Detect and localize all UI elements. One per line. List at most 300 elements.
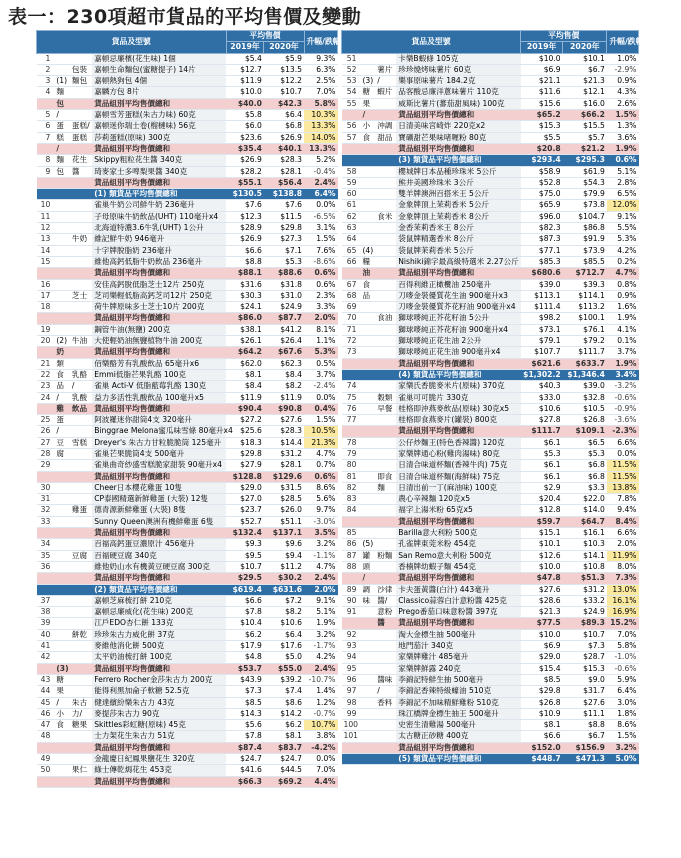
change: 7.0% xyxy=(607,629,639,640)
row-number: 27 xyxy=(37,437,55,448)
change: 13.8% xyxy=(607,482,639,493)
group xyxy=(375,561,396,572)
row-number: 96 xyxy=(342,674,361,685)
price-2019: $96.0 xyxy=(521,211,563,222)
table-row xyxy=(37,652,338,663)
item-name: 阿波羅迷你甜筒4支 320毫升 xyxy=(92,415,226,426)
change: 1.0% xyxy=(607,53,639,64)
price-2020: $8.2 xyxy=(264,607,304,618)
price-2019: $5.4 xyxy=(226,53,264,64)
group xyxy=(375,494,396,505)
group xyxy=(375,302,396,313)
price-2019: $10.4 xyxy=(226,618,264,629)
row-number: 67 xyxy=(342,279,361,290)
item-name: Classico蒜蓉白汁意粉醬 425克 xyxy=(396,595,520,606)
category xyxy=(360,166,375,177)
row-number: 22 xyxy=(37,369,55,380)
item-name: 嘉麟方包 8片 xyxy=(92,87,226,98)
row-number: 81 xyxy=(342,471,361,482)
change: 3.2% xyxy=(607,742,639,753)
table-row xyxy=(342,641,639,652)
group xyxy=(375,155,396,166)
table-row xyxy=(37,482,338,493)
price-2020: $16.0 xyxy=(563,98,607,109)
price-2019: $23.6 xyxy=(226,132,264,143)
change: 13.0% xyxy=(607,584,639,595)
price-2019: $26.9 xyxy=(226,155,264,166)
group: 醬味 xyxy=(375,674,396,685)
price-2019: $1,302.2 xyxy=(521,369,563,380)
table-row xyxy=(342,539,639,550)
row-number: 35 xyxy=(37,550,55,561)
change: 0.8% xyxy=(607,279,639,290)
item-name: (2) 類貨品平均售價總和 xyxy=(92,584,226,595)
row-number: 85 xyxy=(342,528,361,539)
change: 1.5% xyxy=(607,731,639,742)
group: 薯片 xyxy=(375,64,396,75)
row-number xyxy=(342,268,361,279)
change: 1.9% xyxy=(607,143,639,154)
price-2019: $24.1 xyxy=(226,302,264,313)
change: 5.3% xyxy=(304,347,337,358)
item-name: 貨品組別平均售價總和 xyxy=(396,143,520,154)
price-2020: $79.2 xyxy=(563,336,607,347)
change: 0.0% xyxy=(304,200,337,211)
category xyxy=(360,143,375,154)
category: (3) xyxy=(56,663,69,673)
change: 1.9% xyxy=(607,358,639,369)
change: 3.2% xyxy=(304,629,337,640)
price-2019: $7.8 xyxy=(226,607,264,618)
price-2020: $633.7 xyxy=(563,358,607,369)
group xyxy=(375,336,396,347)
group: 糖果 xyxy=(70,720,92,731)
price-2019: $113.1 xyxy=(521,290,563,301)
change: 8.6% xyxy=(607,720,639,731)
price-2020: $79.9 xyxy=(563,189,607,200)
category xyxy=(54,471,70,482)
table-row xyxy=(37,381,338,392)
group-subtotal-row xyxy=(37,143,338,154)
row-number: 30 xyxy=(37,482,55,493)
table-row xyxy=(37,561,338,572)
table-row xyxy=(37,87,338,98)
category xyxy=(54,268,70,279)
price-2019: $11.9 xyxy=(226,76,264,87)
group: 乳酪 xyxy=(70,369,92,380)
table-row xyxy=(342,448,639,459)
group xyxy=(375,369,396,380)
item-name: 孔雀牌東莞米粉 454克 xyxy=(396,539,520,550)
table-row xyxy=(37,460,338,471)
group-subtotal-row xyxy=(342,573,639,584)
table-row xyxy=(37,550,338,561)
row-number: 41 xyxy=(37,641,55,652)
change: 1.5% xyxy=(607,110,639,121)
category xyxy=(54,584,70,595)
price-2019: $6.6 xyxy=(521,731,563,742)
item-name: 家樂牌鮮露 240克 xyxy=(396,663,520,674)
price-2020: $28.1 xyxy=(264,460,304,471)
group-subtotal-row xyxy=(342,268,639,279)
category xyxy=(54,313,70,324)
category xyxy=(360,516,375,527)
item-name: 獅球嘜純正花生油 900毫升x4 xyxy=(396,347,520,358)
group-subtotal-row xyxy=(37,177,338,188)
row-number: 47 xyxy=(37,720,55,731)
row-number xyxy=(37,268,55,279)
row-number: 2 xyxy=(37,64,55,75)
item-name: 維記鮮牛奶 946毫升 xyxy=(92,234,226,245)
category: / xyxy=(54,143,70,154)
price-2019: $52.7 xyxy=(226,516,264,527)
price-2020: $9.0 xyxy=(563,674,607,685)
group xyxy=(70,471,92,482)
price-2019: $6.6 xyxy=(226,595,264,606)
group xyxy=(375,200,396,211)
price-2019: $77.1 xyxy=(521,245,563,256)
price-2019: $12.8 xyxy=(521,505,563,516)
price-2019: $77.5 xyxy=(521,618,563,629)
row-number: 57 xyxy=(342,132,361,143)
table-row xyxy=(342,663,639,674)
row-number: 78 xyxy=(342,437,361,448)
row-number: 97 xyxy=(342,686,361,697)
price-2020: $6.8 xyxy=(264,121,304,132)
row-number xyxy=(342,110,361,121)
group xyxy=(70,256,92,267)
category: 食 xyxy=(360,279,375,290)
group-subtotal-row xyxy=(342,426,639,437)
row-number: 46 xyxy=(37,708,55,719)
price-2019: $28.6 xyxy=(521,595,563,606)
price-2019: $7.6 xyxy=(226,200,264,211)
price-2019: $28.9 xyxy=(226,223,264,234)
group xyxy=(375,460,396,471)
group xyxy=(70,279,92,290)
price-2019: $27.0 xyxy=(226,494,264,505)
price-2020: $6.8 xyxy=(563,471,607,482)
price-2020: $14.2 xyxy=(264,708,304,719)
item-name: 福字上湯米粉 65克x5 xyxy=(396,505,520,516)
item-name: 麥維他消化餅 500克 xyxy=(92,641,226,652)
table-row xyxy=(37,618,338,629)
item-name: Emmi低脂芒果乳酪 100克 xyxy=(92,369,226,380)
table-row xyxy=(37,245,338,256)
row-number: 10 xyxy=(37,200,55,211)
group: 香料 xyxy=(375,697,396,708)
price-2020: $11.5 xyxy=(264,211,304,222)
item-name: 樂事原味薯片 184.2克 xyxy=(396,76,520,87)
table-row xyxy=(37,494,338,505)
change: 1.5% xyxy=(304,415,337,426)
price-2020: $1,346.4 xyxy=(563,369,607,380)
group xyxy=(70,302,92,313)
price-2019: $5.6 xyxy=(226,720,264,731)
price-2020: $51.3 xyxy=(563,573,607,584)
price-2019: $15.4 xyxy=(521,663,563,674)
group-subtotal-row xyxy=(342,358,639,369)
price-2019: $8.5 xyxy=(226,697,264,708)
category xyxy=(360,460,375,471)
change: 5.2% xyxy=(304,155,337,166)
row-number: 90 xyxy=(342,595,361,606)
row-number: 49 xyxy=(37,754,55,765)
category xyxy=(360,358,375,369)
category xyxy=(360,336,375,347)
item-name: 貨品組別平均售價總和 xyxy=(396,618,520,629)
change: 5.9% xyxy=(607,674,639,685)
table-row xyxy=(37,697,338,708)
price-2019: $15.6 xyxy=(521,98,563,109)
price-2019: $12.7 xyxy=(226,64,264,75)
category xyxy=(54,234,70,245)
price-2019: $10.0 xyxy=(521,629,563,640)
row-number xyxy=(37,776,55,787)
category: (2) xyxy=(54,336,70,347)
item-name: 莎莉蛋糕(原味) 300克 xyxy=(92,132,226,143)
left-header-category: 貨品及型號 xyxy=(37,31,227,54)
change: 8.6% xyxy=(304,482,337,493)
price-2020: $24.9 xyxy=(264,302,304,313)
table-row xyxy=(342,302,639,313)
row-number: 76 xyxy=(342,403,361,414)
category: 味 xyxy=(360,595,375,606)
row-number: 59 xyxy=(342,177,361,188)
price-2019: $17.9 xyxy=(226,641,264,652)
group: 粉麵 xyxy=(375,550,396,561)
row-number: 36 xyxy=(37,561,55,572)
table-row xyxy=(342,708,639,719)
row-number xyxy=(37,742,55,753)
right-header-avg-price: 平均售價 xyxy=(521,31,607,42)
table-row xyxy=(342,697,639,708)
item-name: 雀巢 Acti-V 低脂藍莓乳酪 130克 xyxy=(92,381,226,392)
table-row xyxy=(342,561,639,572)
item-name: 品客酸忌廉洋蔥味薯片 110克 xyxy=(396,87,520,98)
price-2020: $5.3 xyxy=(264,256,304,267)
item-name: 雀巢可可脆片 330克 xyxy=(396,392,520,403)
group xyxy=(375,742,396,753)
category xyxy=(54,189,70,200)
change: 1.4% xyxy=(304,686,337,697)
price-2019: $55.1 xyxy=(226,177,264,188)
table-row xyxy=(342,256,639,267)
item-name: 維他高鈣低脂牛奶飲品 236毫升 xyxy=(92,256,226,267)
group: 沙律 xyxy=(375,584,396,595)
group xyxy=(70,87,92,98)
item-name: 李錦記不加味精鮮雞粉 510克 xyxy=(396,697,520,708)
item-name: 貨品組別平均售價總和 xyxy=(92,471,226,482)
category-total-row xyxy=(37,189,338,200)
row-number: 79 xyxy=(342,448,361,459)
group xyxy=(70,358,92,369)
page-title: 表一：230項超市貨品的平均售價及變動 xyxy=(8,6,362,28)
item-name: 熊井美國珍珠米 3公斤 xyxy=(396,177,520,188)
group xyxy=(70,561,92,572)
change: 5.8% xyxy=(304,98,337,109)
change: 5.1% xyxy=(607,166,639,177)
price-2019: $10.6 xyxy=(521,403,563,414)
price-2019: $88.1 xyxy=(226,268,264,279)
price-2019: $8.4 xyxy=(226,381,264,392)
item-name: 貨品組別平均售價總和 xyxy=(92,268,226,279)
change: 15.2% xyxy=(607,618,639,629)
item-name: 麥提莎朱古力 90克 xyxy=(92,708,226,719)
change: 1.5% xyxy=(304,234,337,245)
table-row xyxy=(342,313,639,324)
price-2020: $16.1 xyxy=(563,528,607,539)
category xyxy=(360,448,375,459)
row-number: 24 xyxy=(37,392,55,403)
category xyxy=(360,437,375,448)
group: 包裝 xyxy=(70,64,92,75)
row-number: 18 xyxy=(37,302,55,313)
item-name: 士力架花生朱古力 51克 xyxy=(92,731,226,742)
category xyxy=(54,256,70,267)
price-2019: $62.0 xyxy=(226,358,264,369)
group xyxy=(375,358,396,369)
row-number xyxy=(37,347,55,358)
change: 0.6% xyxy=(304,268,337,279)
group-subtotal-row xyxy=(342,618,639,629)
category: / xyxy=(54,426,70,437)
category xyxy=(54,200,70,211)
price-2020: $44.5 xyxy=(264,765,304,776)
category xyxy=(54,290,70,301)
price-2019: $85.3 xyxy=(521,256,563,267)
group xyxy=(70,426,92,437)
group xyxy=(375,731,396,742)
group: 甜品 xyxy=(375,132,396,143)
price-2019: $23.7 xyxy=(226,505,264,516)
group xyxy=(70,98,92,109)
category xyxy=(360,505,375,516)
price-2020: $109.1 xyxy=(563,426,607,437)
price-2019: $29.8 xyxy=(226,448,264,459)
group xyxy=(375,223,396,234)
group xyxy=(375,268,396,279)
row-number: 16 xyxy=(37,279,55,290)
price-2019: $11.6 xyxy=(521,87,563,98)
price-2020: $11.2 xyxy=(264,561,304,572)
change: 9.4% xyxy=(607,505,639,516)
group xyxy=(375,437,396,448)
change: 1.6% xyxy=(607,302,639,313)
item-name: 貨品組別平均售價總和 xyxy=(92,663,226,674)
price-2019: $621.6 xyxy=(521,358,563,369)
price-2020: $91.9 xyxy=(563,234,607,245)
item-name: 嘉頓迷你瑞士卷(榴槤味) 56克 xyxy=(92,121,226,132)
price-2020: $83.7 xyxy=(264,742,304,753)
category xyxy=(54,607,70,618)
row-number: 23 xyxy=(37,381,55,392)
price-2020: $28.7 xyxy=(563,652,607,663)
price-2019: $111.4 xyxy=(521,302,563,313)
item-name: 金香茉莉香米王 8公斤 xyxy=(396,223,520,234)
table-row xyxy=(342,720,639,731)
row-number: 92 xyxy=(342,629,361,640)
item-name: San Remo意大利粉 500克 xyxy=(396,550,520,561)
price-2019: $12.6 xyxy=(521,550,563,561)
price-2020: $31.5 xyxy=(264,482,304,493)
price-2020: $31.8 xyxy=(264,279,304,290)
change: 3.2% xyxy=(304,539,337,550)
category-total-row xyxy=(342,369,639,380)
price-2019: $6.9 xyxy=(521,641,563,652)
group-subtotal-row xyxy=(342,742,639,753)
group: 飲品 xyxy=(70,403,92,414)
category: 頭 xyxy=(360,561,375,572)
table-row xyxy=(342,482,639,493)
row-number xyxy=(37,663,55,674)
table-row xyxy=(37,641,338,652)
change: 10.5% xyxy=(304,426,337,437)
change: 9.7% xyxy=(304,505,337,516)
price-2020: $5.3 xyxy=(563,448,607,459)
change: 0.7% xyxy=(304,460,337,471)
price-2019: $43.9 xyxy=(226,674,264,685)
price-2019: $10.0 xyxy=(521,561,563,572)
table-row xyxy=(342,200,639,211)
group xyxy=(70,539,92,550)
group xyxy=(375,177,396,188)
group xyxy=(70,143,92,154)
group xyxy=(375,652,396,663)
change: 3.6% xyxy=(607,132,639,143)
price-2019: $7.8 xyxy=(226,731,264,742)
table-row xyxy=(37,279,338,290)
price-2019: $27.2 xyxy=(226,415,264,426)
group xyxy=(70,313,92,324)
row-number: 65 xyxy=(342,245,361,256)
category: (3) xyxy=(362,76,374,86)
category xyxy=(54,561,70,572)
category xyxy=(360,674,375,685)
group xyxy=(375,641,396,652)
change: 11.5% xyxy=(607,471,639,482)
item-name: 嘉頓生命麵包(蜜糖提子) 14片 xyxy=(92,64,226,75)
row-number: 40 xyxy=(37,629,55,640)
category xyxy=(360,302,375,313)
price-2019: $21.3 xyxy=(521,607,563,618)
table-row xyxy=(37,731,338,742)
table-row xyxy=(37,720,338,731)
row-number: 50 xyxy=(37,765,55,776)
row-number: 70 xyxy=(342,313,361,324)
item-name: 卡樂B蝦條 105克 xyxy=(396,53,520,64)
row-number: 17 xyxy=(37,290,55,301)
item-name: Ferrero Rocher金莎朱古力 200克 xyxy=(92,674,226,685)
group xyxy=(70,742,92,753)
price-2020: $14.1 xyxy=(563,550,607,561)
table-row xyxy=(342,76,639,87)
table-row xyxy=(342,381,639,392)
table-row xyxy=(342,166,639,177)
change: 16.1% xyxy=(607,595,639,606)
row-number: 13 xyxy=(37,234,55,245)
price-2020: $54.3 xyxy=(563,177,607,188)
table-row xyxy=(37,223,338,234)
change: 7.6% xyxy=(304,245,337,256)
row-number: 12 xyxy=(37,223,55,234)
change: 0.2% xyxy=(607,256,639,267)
table-row xyxy=(37,211,338,222)
change: 5.0% xyxy=(607,754,639,765)
category: 油 xyxy=(360,268,375,279)
category xyxy=(54,731,70,742)
row-number: 34 xyxy=(37,539,55,550)
